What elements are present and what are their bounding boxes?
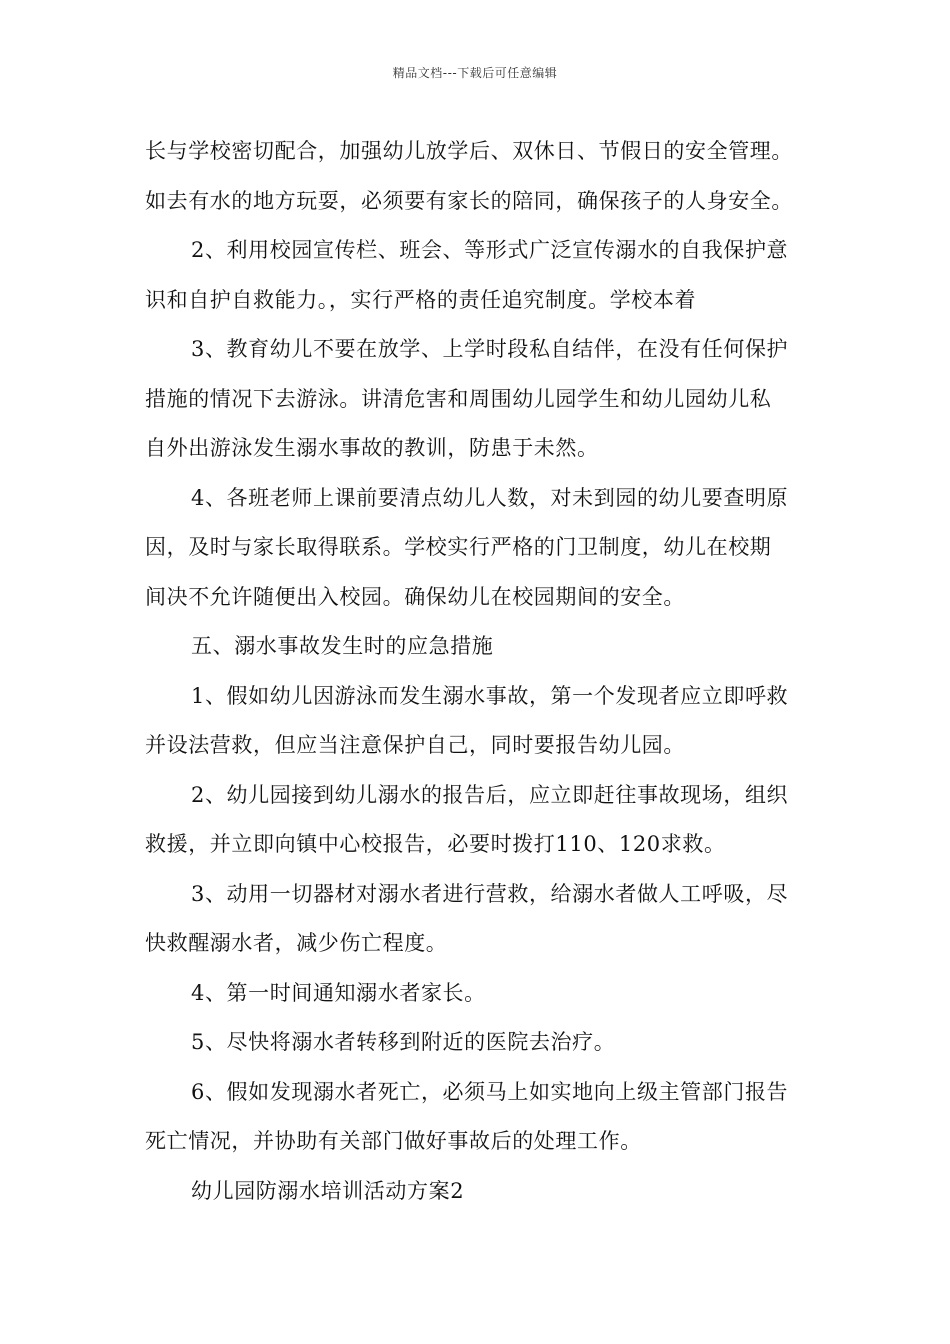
text-line: 4、各班老师上课前要清点幼儿人数，对未到园的幼儿要查明原 (191, 485, 789, 510)
text-line: 如去有水的地方玩耍，必须要有家长的陪同，确保孩子的人身安全。 (145, 188, 793, 213)
text-line: 并设法营救，但应当注意保护自己，同时要报告幼儿园。 (145, 733, 685, 757)
text-line: 自外出游泳发生溺水事故的教训，防患于未然。 (145, 436, 599, 460)
text-line: 幼儿园防溺水培训活动方案2 (191, 1178, 465, 1203)
text-line: 5、尽快将溺水者转移到附近的医院去治疗。 (191, 1030, 616, 1054)
text-line: 措施的情况下去游泳。讲清危害和周围幼儿园学生和幼儿园幼儿私 (145, 386, 772, 411)
text-line: 死亡情况，并协助有关部门做好事故后的处理工作。 (145, 1129, 642, 1153)
text-line: 间决不允许随便出入校园。确保幼儿在校园期间的安全。 (145, 584, 685, 609)
text-line: 6、假如发现溺水者死亡，必须马上如实地向上级主管部门报告 (191, 1079, 789, 1104)
document-body (145, 131, 825, 1220)
text-line: 快救醒溺水者，减少伤亡程度。 (145, 931, 448, 955)
page-header: 精品文档---下载后可任意编辑 (392, 66, 558, 80)
text-line: 3、教育幼儿不要在放学、上学时段私自结伴，在没有任何保护 (191, 337, 789, 361)
text-line: 识和自护自救能力。，实行严格的责任追究制度。学校本着 (145, 287, 697, 312)
text-line: 2、幼儿园接到幼儿溺水的报告后，应立即赶往事故现场，组织 (191, 782, 789, 807)
text-line: 救援，并立即向镇中心校报告，必要时拨打110、120求救。 (145, 832, 726, 856)
text-line: 五、溺水事故发生时的应急措施 (191, 634, 494, 658)
text-line: 长与学校密切配合，加强幼儿放学后、双休日、节假日的安全管理。 (145, 139, 793, 163)
text-line: 3、动用一切器材对溺水者进行营救，给溺水者做人工呼吸，尽 (191, 881, 789, 906)
text-line: 因，及时与家长取得联系。学校实行严格的门卫制度，幼儿在校期 (145, 535, 772, 559)
text-line: 4、第一时间通知溺水者家长。 (191, 980, 486, 1005)
text-line: 2、利用校园宣传栏、班会、等形式广泛宣传溺水的自我保护意 (191, 238, 789, 262)
text-line: 1、假如幼儿因游泳而发生溺水事故，第一个发现者应立即呼救 (191, 683, 789, 708)
